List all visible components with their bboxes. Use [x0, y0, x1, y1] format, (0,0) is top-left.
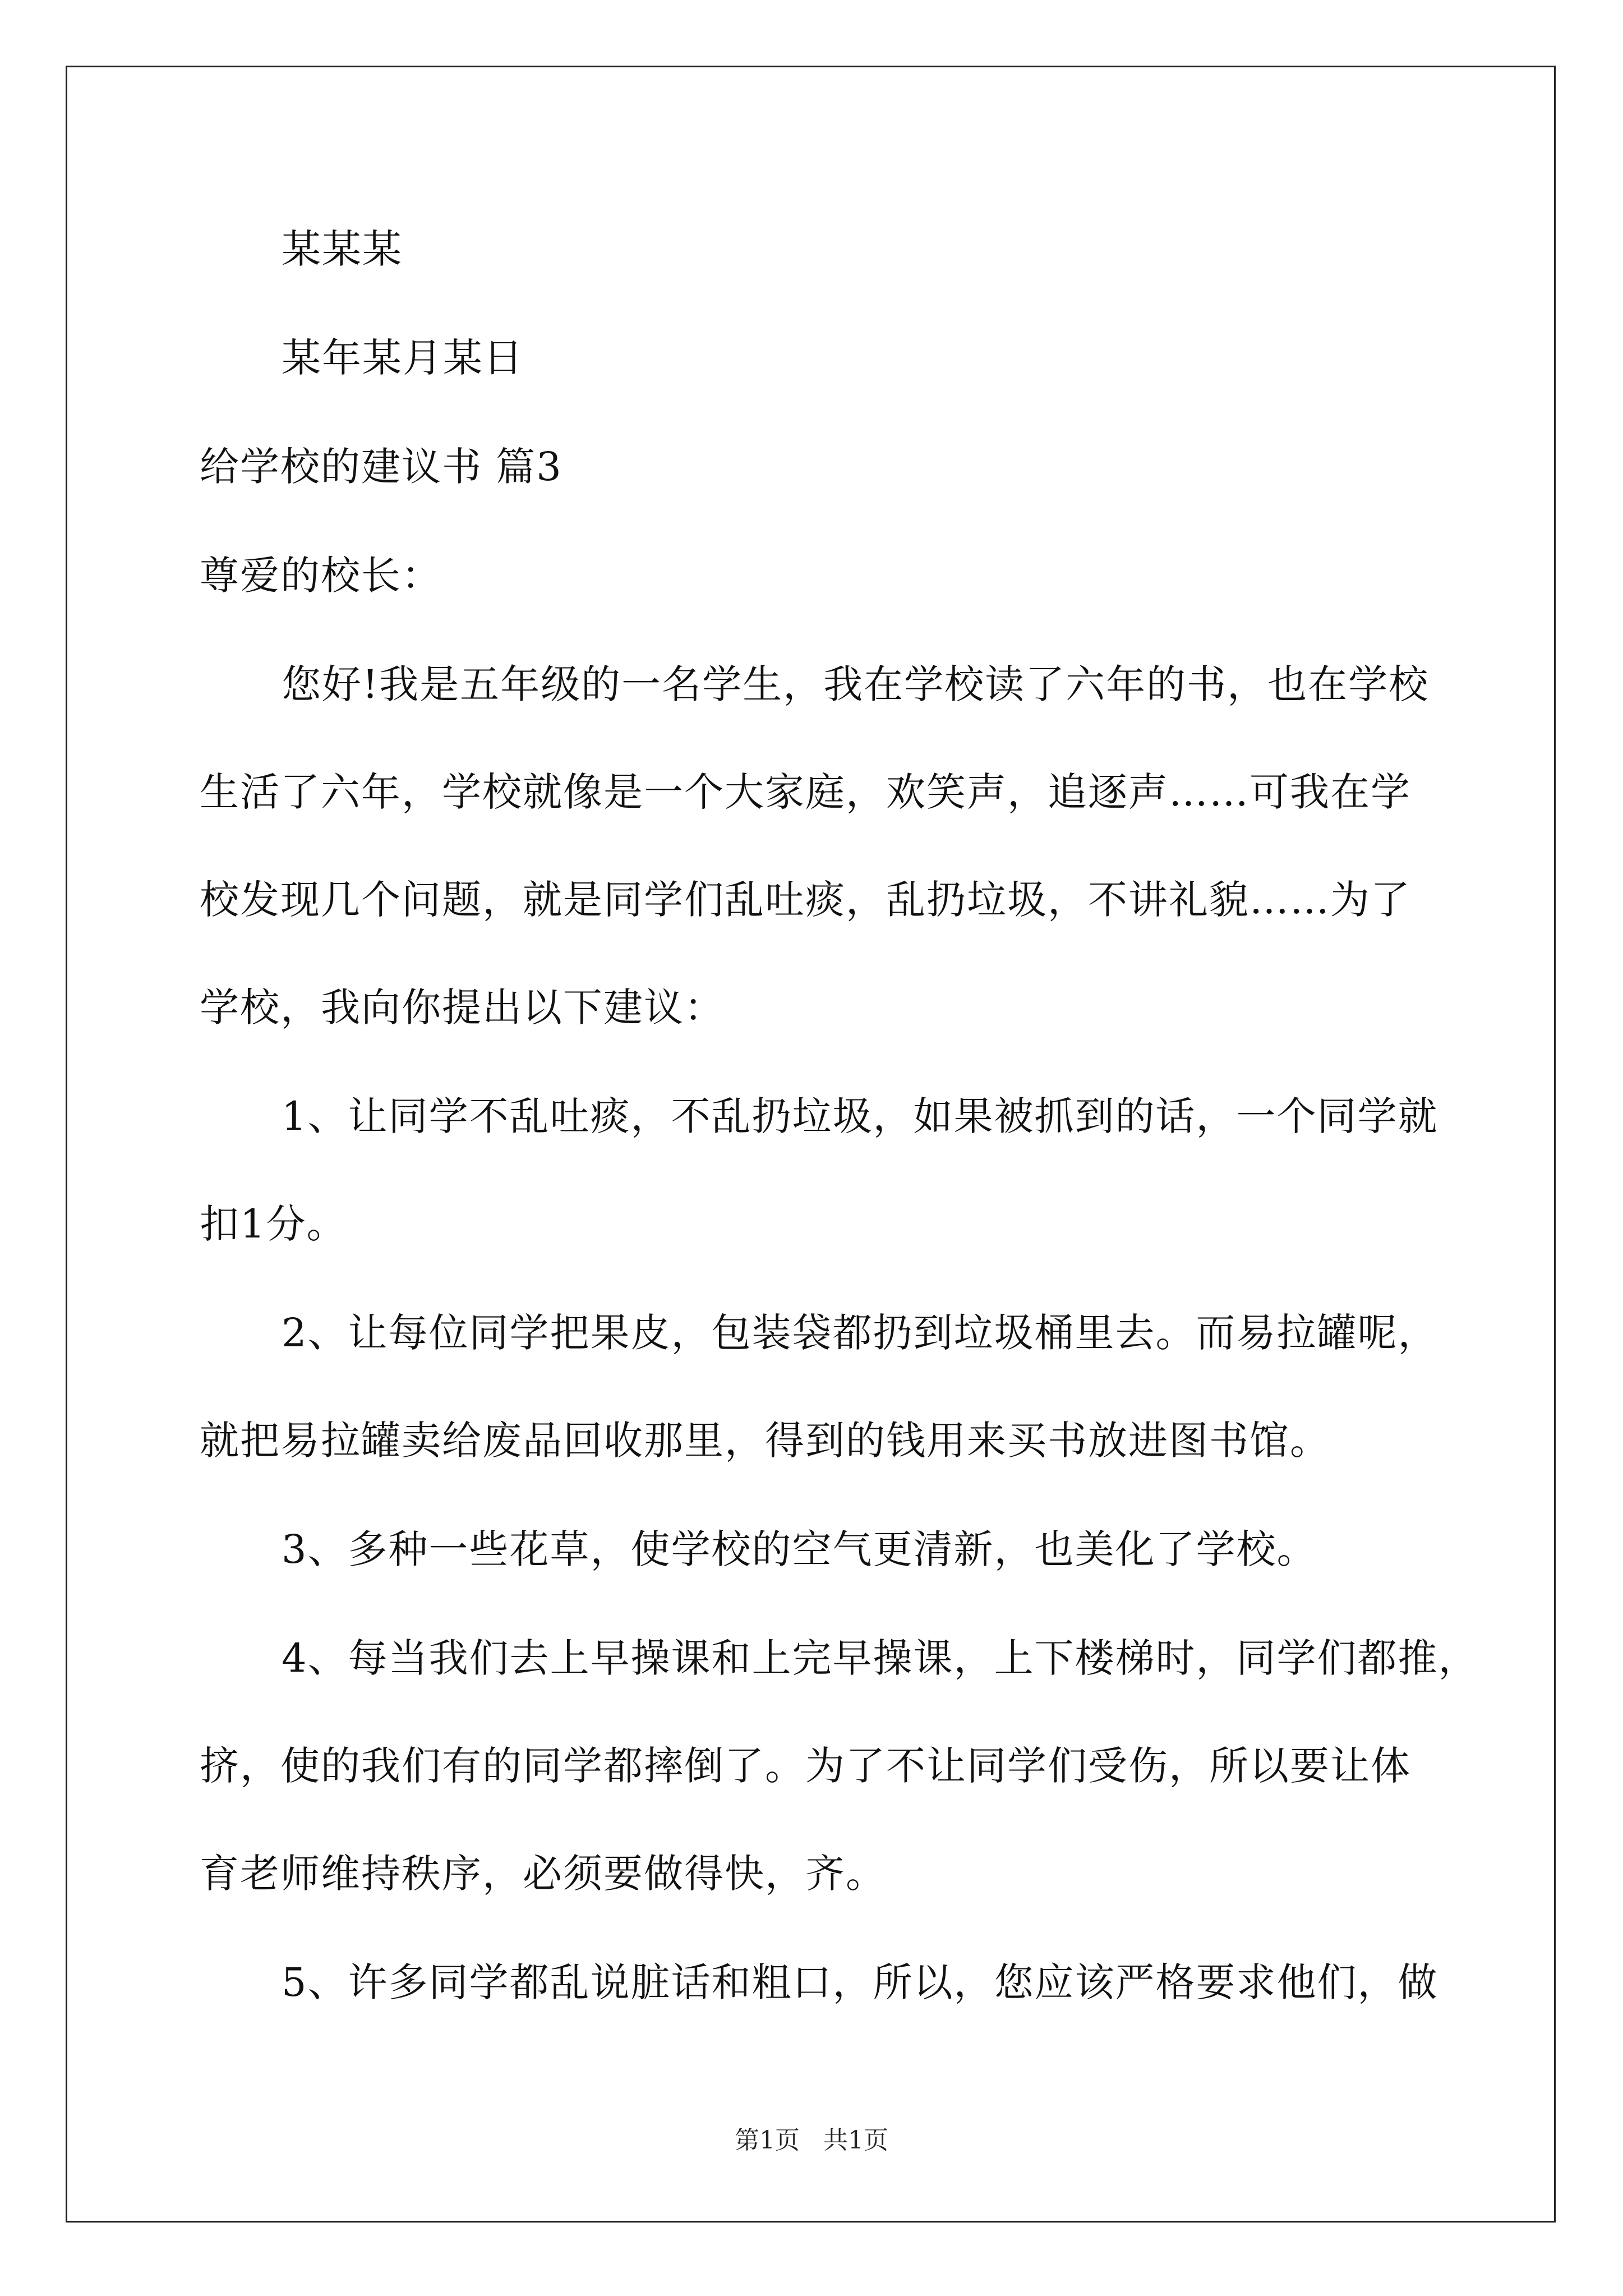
suggestion-2-line: 就把易拉罐卖给废品回收那里，得到的钱用来买书放进图书馆。	[200, 1418, 1330, 1464]
suggestion-1-line: 扣1分。	[200, 1201, 347, 1247]
suggestion-1-line: 1、让同学不乱吐痰，不乱扔垃圾，如果被抓到的话，一个同学就	[282, 1093, 1438, 1139]
suggestion-4-line: 4、每当我们去上早操课和上完早操课，上下楼梯时，同学们都推，	[282, 1635, 1479, 1681]
signature-name: 某某某	[282, 226, 403, 272]
suggestion-5-line: 5、许多同学都乱说脏话和粗口，所以，您应该严格要求他们，做	[282, 1959, 1438, 2005]
salutation: 尊爱的校长：	[200, 553, 442, 599]
paragraph-line: 校发现几个问题，就是同学们乱吐痰，乱扔垃圾，不讲礼貌……为了	[200, 877, 1411, 923]
suggestion-4-line: 育老师维持秩序，必须要做得快，齐。	[200, 1851, 886, 1897]
section-title: 给学校的建议书 篇3	[200, 444, 562, 490]
suggestion-3-line: 3、多种一些花草，使学校的空气更清新，也美化了学校。	[282, 1526, 1317, 1572]
suggestion-4-line: 挤，使的我们有的同学都摔倒了。为了不让同学们受伤，所以要让体	[200, 1743, 1411, 1789]
page-footer: 第1页 共1页	[735, 2126, 888, 2155]
suggestion-2-line: 2、让每位同学把果皮，包装袋都扔到垃圾桶里去。而易拉罐呢，	[282, 1310, 1438, 1356]
paragraph-line: 生活了六年，学校就像是一个大家庭，欢笑声，追逐声……可我在学	[200, 769, 1411, 815]
paragraph-line: 您好!我是五年级的一名学生，我在学校读了六年的书，也在学校	[282, 661, 1430, 707]
signature-date: 某年某月某日	[282, 335, 524, 381]
paragraph-line: 学校，我向你提出以下建议：	[200, 984, 725, 1030]
